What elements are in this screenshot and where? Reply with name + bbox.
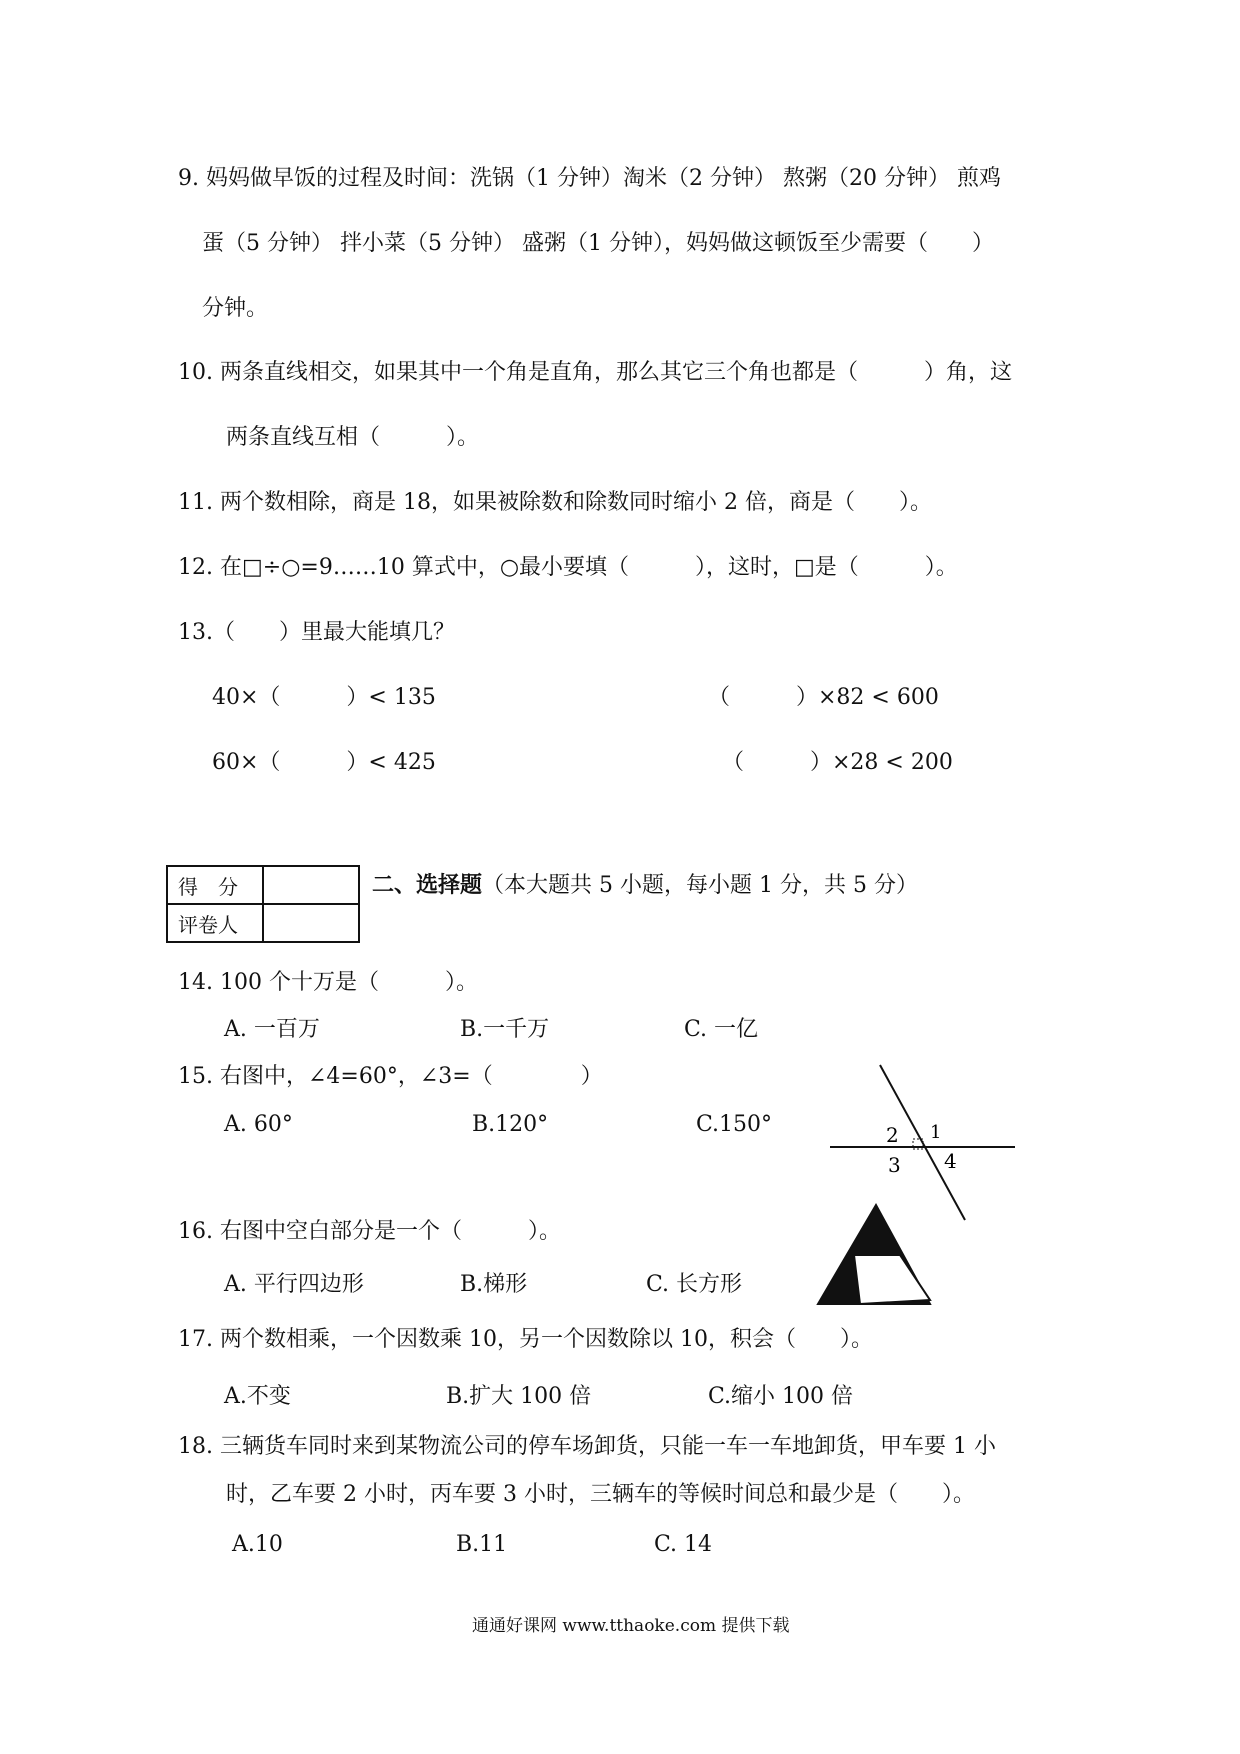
section2-title: 二、选择题 xyxy=(372,872,483,898)
q13-item-c: 60×（ ）< 425 xyxy=(212,750,436,775)
q10-line2: 两条直线互相（ ）。 xyxy=(226,425,480,450)
q15-option-b: B.120° xyxy=(472,1112,549,1137)
q12-text: 12. 在□÷○=9……10 算式中，○最小要填（ ），这时，□是（ ）。 xyxy=(178,555,958,580)
q10-line1: 10. 两条直线相交，如果其中一个角是直角，那么其它三个角也都是（ ）角，这 xyxy=(178,360,1012,385)
q15-option-c: C.150° xyxy=(696,1112,773,1137)
page-footer: 通通好课网 www.tthaoke.com 提供下载 xyxy=(472,1616,790,1636)
angle-label-4: 4 xyxy=(944,1149,957,1173)
triangle-figure xyxy=(810,1200,940,1310)
q18-line2: 时，乙车要 2 小时，丙车要 3 小时，三辆车的等候时间总和最少是（ ）。 xyxy=(226,1482,975,1507)
score-box xyxy=(166,865,360,943)
q9-line1: 9. 妈妈做早饭的过程及时间：洗锅（1 分钟）淘米（2 分钟） 熬粥（20 分钟） 煎鸡 xyxy=(178,166,1001,191)
q11-text: 11. 两个数相除，商是 18，如果被除数和除数同时缩小 2 倍，商是（ ）。 xyxy=(178,490,932,515)
q16-option-b: B.梯形 xyxy=(460,1272,528,1297)
q13-stem: 13.（ ）里最大能填几？ xyxy=(178,620,455,645)
q13-item-a: 40×（ ）< 135 xyxy=(212,685,436,710)
section2-note: （本大题共 5 小题，每小题 1 分，共 5 分） xyxy=(482,873,918,898)
angle-label-2: 2 xyxy=(886,1123,899,1147)
q18-line1: 18. 三辆货车同时来到某物流公司的停车场卸货，只能一车一车地卸货，甲车要 1 小 xyxy=(178,1434,996,1459)
q14-stem: 14. 100 个十万是（ ）。 xyxy=(178,970,478,995)
q9-line3: 分钟。 xyxy=(202,296,269,321)
score-label: 得 分 xyxy=(167,866,263,904)
q15-option-a: A. 60° xyxy=(224,1112,293,1137)
q15-stem: 15. 右图中，∠4=60°，∠3=（ ） xyxy=(178,1064,603,1089)
q18-option-b: B.11 xyxy=(456,1532,508,1557)
q17-option-a: A.不变 xyxy=(224,1384,291,1409)
score-value xyxy=(263,866,359,904)
q17-option-b: B.扩大 100 倍 xyxy=(446,1384,592,1409)
q16-option-c: C. 长方形 xyxy=(646,1272,743,1297)
q17-option-c: C.缩小 100 倍 xyxy=(708,1384,854,1409)
q16-stem: 16. 右图中空白部分是一个（ ）。 xyxy=(178,1219,561,1244)
q9-line2: 蛋（5 分钟） 拌小菜（5 分钟） 盛粥（1 分钟），妈妈做这顿饭至少需要（ ） xyxy=(202,231,994,256)
q14-option-b: B.一千万 xyxy=(460,1017,550,1042)
grader-value xyxy=(263,904,359,942)
angle-label-3: 3 xyxy=(888,1153,901,1177)
angle-label-1: 1 xyxy=(930,1122,942,1143)
q14-option-c: C. 一亿 xyxy=(684,1017,759,1042)
q13-item-d: （ ）×28 < 200 xyxy=(722,750,953,775)
q17-stem: 17. 两个数相乘，一个因数乘 10，另一个因数除以 10，积会（ ）。 xyxy=(178,1327,873,1352)
grader-label: 评卷人 xyxy=(167,904,263,942)
q13-item-b: （ ）×82 < 600 xyxy=(708,685,939,710)
section2-heading xyxy=(372,870,918,901)
q18-option-a: A.10 xyxy=(232,1532,283,1557)
q16-option-a: A. 平行四边形 xyxy=(224,1272,364,1297)
q14-option-a: A. 一百万 xyxy=(224,1017,320,1042)
q18-option-c: C. 14 xyxy=(654,1532,713,1557)
